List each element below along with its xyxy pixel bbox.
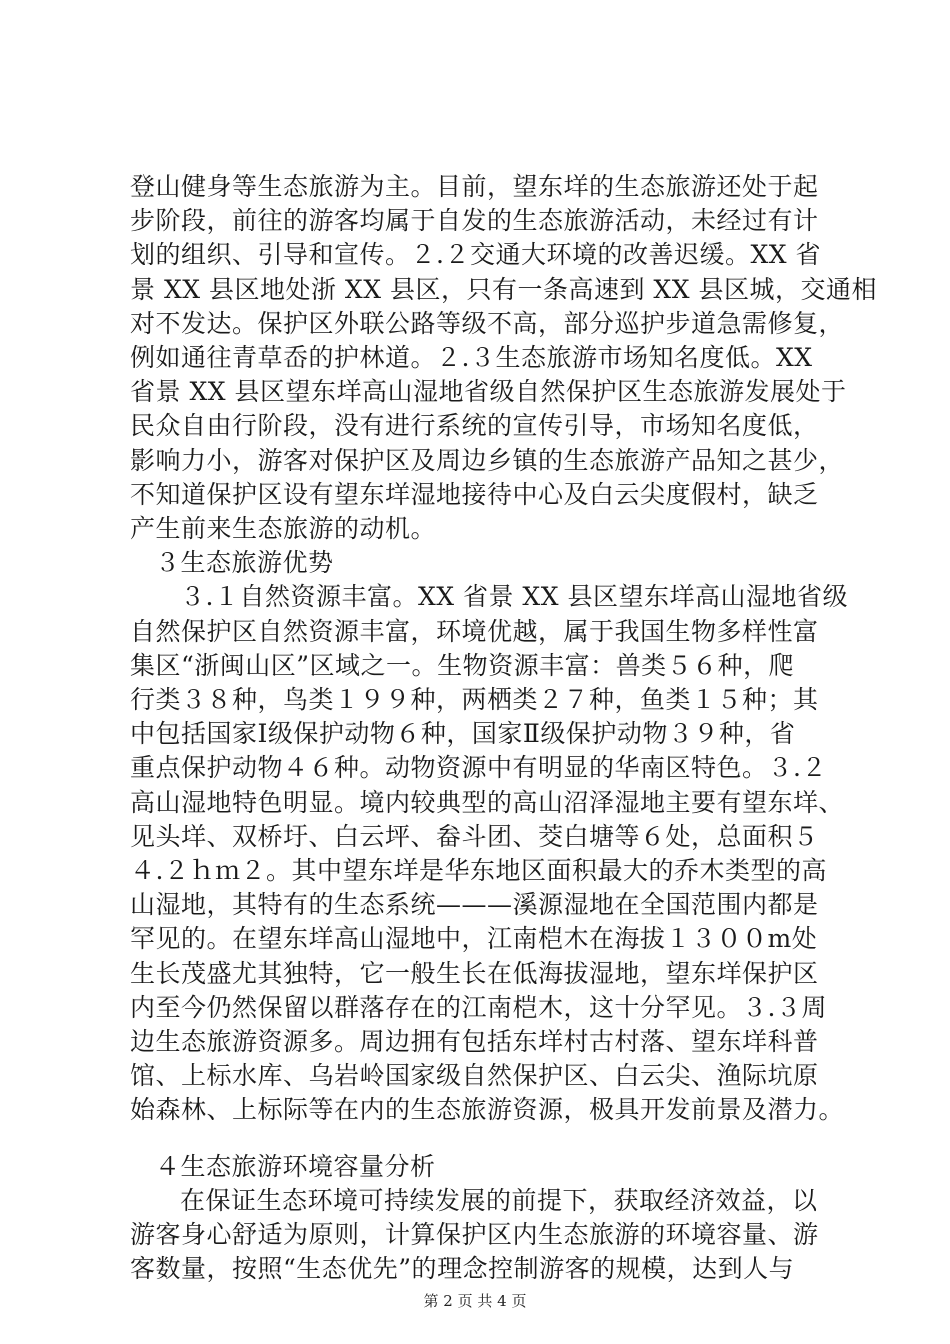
body-text-line: ４.２ｈｍ２。其中望东垟是华东地区面积最大的乔木类型的高: [130, 856, 827, 885]
body-text-line: ３.１自然资源丰富。XX 省景 XX 县区望东垟高山湿地省级: [180, 582, 848, 611]
body-text-line: 影响力小，游客对保护区及周边乡镇的生态旅游产品知之甚少，: [130, 446, 845, 475]
body-text-line: 重点保护动物４６种。动物资源中有明显的华南区特色。３.２: [130, 753, 827, 782]
body-text-line: 在保证生态环境可持续发展的前提下，获取经济效益，以: [180, 1186, 818, 1215]
body-text-line: 不知道保护区设有望东垟湿地接待中心及白云尖度假村，缺乏: [130, 480, 819, 509]
body-text-line: 罕见的。在望东垟高山湿地中，江南桤木在海拔１３００m处: [130, 924, 818, 953]
body-text-line: 民众自由行阶段，没有进行系统的宣传引导，市场知名度低，: [130, 411, 819, 440]
body-text-line: 划的组织、引导和宣传。２.２交通大环境的改善迟缓。XX 省: [130, 240, 821, 269]
body-text-line: 集区“浙闽山区”区域之一。生物资源丰富：兽类５６种，爬: [130, 651, 795, 680]
body-text-line: 省景 XX 县区望东垟高山湿地省级自然保护区生态旅游发展处于: [130, 377, 847, 406]
page-footer: 第 2 页 共 4 页: [423, 1292, 527, 1310]
body-text-line: 步阶段，前往的游客均属于自发的生态旅游活动，未经过有计: [130, 206, 819, 235]
body-text-line: 高山湿地特色明显。境内较典型的高山沼泽湿地主要有望东垟、: [130, 788, 845, 817]
section-heading: ３生态旅游优势: [155, 548, 334, 577]
body-text-line: 见头垟、双桥圩、白云坪、畚斗团、茭白塘等６处，总面积５: [130, 822, 819, 851]
body-text-line: 对不发达。保护区外联公路等级不高，部分巡护步道急需修复，: [130, 309, 845, 338]
body-text-line: 客数量，按照“生态优先”的理念控制游客的规模，达到人与: [130, 1254, 795, 1283]
body-text-line: 生长茂盛尤其独特，它一般生长在低海拔湿地，望东垟保护区: [130, 959, 819, 988]
body-text-line: 游客身心舒适为原则，计算保护区内生态旅游的环境容量、游: [130, 1220, 819, 1249]
section-heading: ４生态旅游环境容量分析: [155, 1152, 436, 1181]
body-text-line: 例如通往青草岙的护林道。２.３生态旅游市场知名度低。XX: [130, 343, 813, 372]
body-text-line: 馆、上标水库、乌岩岭国家级自然保护区、白云尖、渔际坑原: [130, 1061, 819, 1090]
body-text-line: 自然保护区自然资源丰富，环境优越，属于我国生物多样性富: [130, 617, 819, 646]
body-text-line: 内至今仍然保留以群落存在的江南桤木，这十分罕见。３.３周: [130, 993, 827, 1022]
body-text-line: 中包括国家Ⅰ级保护动物６种，国家Ⅱ级保护动物３９种，省: [130, 719, 796, 748]
body-text-line: 始森林、上标际等在内的生态旅游资源，极具开发前景及潜力。: [130, 1095, 845, 1124]
body-text-line: 登山健身等生态旅游为主。目前，望东垟的生态旅游还处于起: [130, 172, 819, 201]
body-text-line: 山湿地，其特有的生态系统———溪源湿地在全国范围内都是: [130, 890, 819, 919]
body-text-line: 产生前来生态旅游的动机。: [130, 514, 437, 543]
body-text-line: 景 XX 县区地处浙 XX 县区，只有一条高速到 XX 县区城，交通相: [130, 275, 877, 304]
body-text-line: 行类３８种，鸟类１９９种，两栖类２７种，鱼类１５种；其: [130, 685, 819, 714]
body-text-line: 边生态旅游资源多。周边拥有包括东垟村古村落、望东垟科普: [130, 1027, 819, 1056]
